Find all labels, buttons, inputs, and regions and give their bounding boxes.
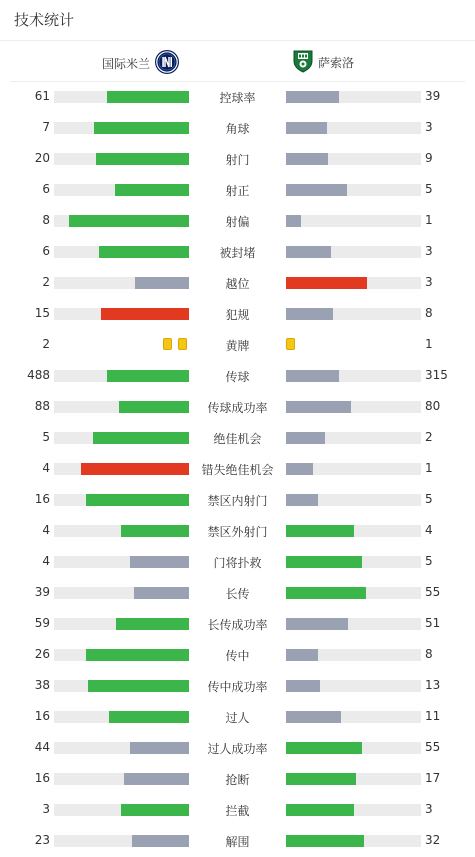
- stat-label: 传球成功率: [207, 401, 268, 415]
- home-bar: [93, 432, 189, 444]
- yellow-card-icon: [178, 338, 187, 350]
- stat-row: [0, 826, 475, 857]
- away-bar: [286, 432, 325, 444]
- stat-label: 过人: [225, 711, 250, 725]
- home-value: 7: [42, 120, 50, 134]
- stat-row: [0, 113, 475, 144]
- home-value: 16: [34, 492, 50, 506]
- away-bar-track: [286, 401, 421, 413]
- stat-row: [0, 764, 475, 795]
- away-bar-track: [286, 556, 421, 568]
- away-value: 55: [425, 585, 441, 599]
- home-bar-track: [54, 804, 189, 816]
- away-bar-track: [286, 587, 421, 599]
- away-bar: [286, 618, 348, 630]
- home-bar-track: [54, 556, 189, 568]
- stat-label: 犯规: [225, 308, 250, 322]
- home-bar: [121, 804, 189, 816]
- away-bar-track: [286, 649, 421, 661]
- home-bar-track: [54, 649, 189, 661]
- home-bar: [130, 556, 189, 568]
- home-value: 26: [34, 647, 50, 661]
- home-bar: [115, 184, 189, 196]
- away-bar-track: [286, 742, 421, 754]
- home-team-name: 国际米兰: [101, 57, 150, 71]
- team-header: [10, 44, 465, 80]
- away-bar-track: [286, 525, 421, 537]
- stat-label: 长传成功率: [207, 618, 268, 632]
- stat-label: 错失绝佳机会: [201, 463, 274, 477]
- away-bar-track: [286, 308, 421, 320]
- away-bar-track: [286, 494, 421, 506]
- away-bar-track: [286, 773, 421, 785]
- stat-label: 被封堵: [219, 246, 256, 260]
- home-bar: [107, 370, 189, 382]
- away-bar: [286, 587, 366, 599]
- stat-label: 过人成功率: [207, 742, 268, 756]
- away-value: 80: [425, 399, 441, 413]
- away-value: 5: [425, 182, 433, 196]
- away-bar: [286, 370, 339, 382]
- home-value: 8: [42, 213, 50, 227]
- home-bar-track: [54, 494, 189, 506]
- stat-row: [0, 671, 475, 702]
- stat-label: 绝佳机会: [213, 432, 262, 446]
- away-bar-track: [286, 153, 421, 165]
- away-bar: [286, 308, 333, 320]
- home-bar-track: [54, 587, 189, 599]
- stat-label: 射门: [225, 153, 250, 167]
- home-value: 61: [34, 89, 50, 103]
- home-value: 6: [42, 244, 50, 258]
- home-bar-track: [54, 370, 189, 382]
- yellow-card-icon: [163, 338, 172, 350]
- home-bar-track: [54, 680, 189, 692]
- stat-row: [0, 640, 475, 671]
- stat-label: 越位: [225, 277, 250, 291]
- home-bar-track: [54, 711, 189, 723]
- home-bar-track: [54, 246, 189, 258]
- home-bar: [116, 618, 189, 630]
- away-bar: [286, 556, 362, 568]
- away-bar: [286, 153, 328, 165]
- stat-row: [0, 578, 475, 609]
- away-value: 8: [425, 647, 433, 661]
- away-bar-track: [286, 122, 421, 134]
- away-bar: [286, 711, 341, 723]
- home-value: 4: [42, 523, 50, 537]
- home-bar: [69, 215, 189, 227]
- home-value: 6: [42, 182, 50, 196]
- away-bar: [286, 184, 347, 196]
- home-bar-track: [54, 835, 189, 847]
- stat-label: 控球率: [219, 91, 256, 105]
- home-bar: [99, 246, 189, 258]
- away-value: 9: [425, 151, 433, 165]
- stat-row: [0, 206, 475, 237]
- stat-row: [0, 702, 475, 733]
- stat-label: 传中: [225, 649, 250, 663]
- away-value: 1: [425, 461, 433, 475]
- yellow-card-icon: [286, 338, 295, 350]
- home-bar: [130, 742, 189, 754]
- home-value: 38: [34, 678, 50, 692]
- inter-logo-icon: [154, 49, 180, 78]
- stat-label: 射正: [225, 184, 250, 198]
- away-bar: [286, 773, 356, 785]
- stat-label: 拦截: [225, 804, 250, 818]
- home-bar-track: [54, 308, 189, 320]
- away-value: 55: [425, 740, 441, 754]
- stats-list: [0, 82, 475, 857]
- stat-label: 传中成功率: [207, 680, 268, 694]
- home-bar-track: [54, 463, 189, 475]
- stat-row: [0, 547, 475, 578]
- away-value: 315: [425, 368, 448, 382]
- home-bar-track: [54, 432, 189, 444]
- away-team[interactable]: [292, 49, 354, 76]
- away-bar: [286, 649, 318, 661]
- home-bar-track: [54, 742, 189, 754]
- away-value: 3: [425, 244, 433, 258]
- stat-row: [0, 361, 475, 392]
- away-bar-track: [286, 804, 421, 816]
- away-value: 3: [425, 802, 433, 816]
- away-bar-track: [286, 618, 421, 630]
- home-value: 59: [34, 616, 50, 630]
- home-value: 2: [42, 275, 50, 289]
- stat-row: [0, 454, 475, 485]
- away-bar: [286, 277, 367, 289]
- home-bar: [124, 773, 189, 785]
- away-bar: [286, 494, 318, 506]
- away-bar-track: [286, 246, 421, 258]
- away-bar-track: [286, 184, 421, 196]
- home-bar: [109, 711, 189, 723]
- away-value: 1: [425, 337, 433, 351]
- stat-row: [0, 82, 475, 113]
- sassuolo-logo-icon: [292, 49, 314, 76]
- home-bar: [101, 308, 189, 320]
- stat-label: 门将扑救: [213, 556, 262, 570]
- away-bar-track: [286, 215, 421, 227]
- away-value: 2: [425, 430, 433, 444]
- away-value: 5: [425, 554, 433, 568]
- away-bar: [286, 525, 354, 537]
- stat-label: 解围: [225, 835, 250, 849]
- home-bar-track: [54, 122, 189, 134]
- away-bar: [286, 91, 339, 103]
- home-value: 16: [34, 709, 50, 723]
- stat-label: 射偏: [225, 215, 250, 229]
- stat-label: 禁区外射门: [207, 525, 268, 539]
- stat-row: [0, 144, 475, 175]
- stat-row: [0, 609, 475, 640]
- stat-row: [0, 175, 475, 206]
- away-value: 5: [425, 492, 433, 506]
- home-value: 44: [34, 740, 50, 754]
- away-bar: [286, 463, 313, 475]
- home-value: 20: [34, 151, 50, 165]
- away-bar-track: [286, 277, 421, 289]
- away-value: 1: [425, 213, 433, 227]
- home-bar: [88, 680, 189, 692]
- stat-label: 传球: [225, 370, 250, 384]
- away-bar: [286, 804, 354, 816]
- stat-row: [0, 516, 475, 547]
- home-bar-track: [54, 618, 189, 630]
- home-bar-track: [54, 91, 189, 103]
- stat-row: [0, 485, 475, 516]
- home-team[interactable]: [102, 49, 180, 78]
- divider: [0, 40, 475, 41]
- stat-row: [0, 733, 475, 764]
- stat-label: 角球: [225, 122, 250, 136]
- home-value: 16: [34, 771, 50, 785]
- away-value: 3: [425, 275, 433, 289]
- home-bar: [81, 463, 189, 475]
- away-bar-track: [286, 680, 421, 692]
- away-bar: [286, 742, 362, 754]
- home-bar: [86, 494, 189, 506]
- home-bar: [107, 91, 189, 103]
- stat-row: [0, 392, 475, 423]
- away-bar-track: [286, 370, 421, 382]
- home-value: 5: [42, 430, 50, 444]
- home-bar: [86, 649, 189, 661]
- home-bar-track: [54, 184, 189, 196]
- stat-row: [0, 268, 475, 299]
- home-bar: [135, 277, 189, 289]
- stat-row: [0, 299, 475, 330]
- home-value: 488: [27, 368, 50, 382]
- stat-label: 黄牌: [225, 339, 250, 353]
- stat-label: 长传: [225, 587, 250, 601]
- home-bar-track: [54, 277, 189, 289]
- away-value: 11: [425, 709, 441, 723]
- home-bar-track: [54, 773, 189, 785]
- home-value: 88: [34, 399, 50, 413]
- away-bar: [286, 680, 320, 692]
- away-bar-track: [286, 91, 421, 103]
- home-bar-track: [54, 401, 189, 413]
- home-bar: [119, 401, 189, 413]
- home-bar: [134, 587, 189, 599]
- away-bar-track: [286, 835, 421, 847]
- stat-label: 抢断: [225, 773, 250, 787]
- away-bar: [286, 122, 327, 134]
- stat-row: [0, 330, 475, 361]
- stat-row: [0, 423, 475, 454]
- home-value: 4: [42, 461, 50, 475]
- home-bar-track: [54, 525, 189, 537]
- away-value: 51: [425, 616, 441, 630]
- home-value: 39: [34, 585, 50, 599]
- home-value: 4: [42, 554, 50, 568]
- away-bar: [286, 835, 364, 847]
- stat-label: 禁区内射门: [207, 494, 268, 508]
- home-value: 23: [34, 833, 50, 847]
- home-bar-track: [54, 153, 189, 165]
- away-value: 8: [425, 306, 433, 320]
- away-bar: [286, 215, 301, 227]
- home-bar: [96, 153, 189, 165]
- away-bar-track: [286, 463, 421, 475]
- away-value: 3: [425, 120, 433, 134]
- away-value: 4: [425, 523, 433, 537]
- home-bar: [94, 122, 189, 134]
- away-bar: [286, 246, 331, 258]
- away-value: 32: [425, 833, 441, 847]
- home-bar-track: [54, 215, 189, 227]
- away-value: 17: [425, 771, 441, 785]
- home-value: 3: [42, 802, 50, 816]
- home-bar: [121, 525, 189, 537]
- away-value: 13: [425, 678, 441, 692]
- away-team-name: 萨索洛: [318, 56, 355, 70]
- stat-row: [0, 237, 475, 268]
- home-value: 15: [34, 306, 50, 320]
- page-title: 技术统计: [14, 11, 75, 29]
- stat-row: [0, 795, 475, 826]
- away-bar-track: [286, 711, 421, 723]
- home-value: 2: [42, 337, 50, 351]
- home-bar: [132, 835, 189, 847]
- away-bar-track: [286, 432, 421, 444]
- away-value: 39: [425, 89, 441, 103]
- away-bar: [286, 401, 351, 413]
